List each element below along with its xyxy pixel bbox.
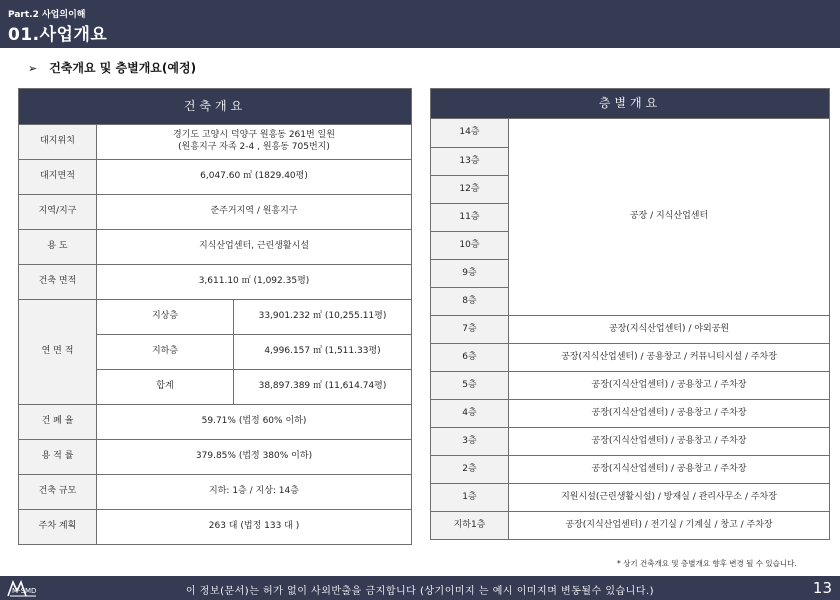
use-value: 지식산업센터, 근린생활시설: [97, 230, 412, 265]
floor-label: 지하1층: [431, 512, 509, 540]
site-line-1: 경기도 고양시 덕양구 원흥동 261번 일원: [173, 130, 335, 141]
floor-label: 6층: [431, 344, 509, 372]
upper-floors-use: 공장 / 지식산업센터: [509, 119, 830, 316]
floor-use: 공장(지식산업센터) / 공용창고 / 주차장: [509, 372, 830, 400]
site-value: [97, 125, 412, 160]
bcr-label: 건 폐 율: [19, 405, 97, 440]
floor-use: 공장(지식산업센터) / 공용창고 / 주차장: [509, 456, 830, 484]
floor-label: 3층: [431, 428, 509, 456]
site-label: 대지위치: [19, 125, 97, 160]
floor-use: 공장(지식산업센터) / 야외공원: [509, 316, 830, 344]
page-footer: [0, 576, 840, 600]
parking-value: 263 대 (법정 133 대 ): [97, 510, 412, 545]
gfa-label: 연 면 적: [19, 300, 97, 405]
parking-label: 주차 계획: [19, 510, 97, 545]
floor-overview-table: [430, 88, 830, 540]
far-value: 379.85% (법정 380% 이하): [97, 440, 412, 475]
scale-label: 건축 규모: [19, 475, 97, 510]
area-value: 6,047.60 ㎡ (1829.40평): [97, 160, 412, 195]
building-area-label: 건축 면적: [19, 265, 97, 300]
page-number: 13: [812, 579, 832, 597]
gfa-row-value: 33,901.232 ㎡ (10,255.11평): [234, 300, 412, 335]
page-header: [0, 0, 840, 48]
floor-label: 14층: [431, 119, 509, 148]
building-area-value: 3,611.10 ㎡ (1,092.35평): [97, 265, 412, 300]
gfa-row-label: 지하층: [97, 335, 234, 370]
change-note: * 상기 건축개요 및 층별개요 향후 변경 될 수 있습니다.: [617, 559, 797, 568]
floor-use: 공장(지식산업센터) / 공용창고 / 커뮤니티시설 / 주차장: [509, 344, 830, 372]
floor-label: 9층: [431, 260, 509, 288]
floor-label: 5층: [431, 372, 509, 400]
floor-label: 10층: [431, 232, 509, 260]
floor-use: 공장(지식산업센터) / 전기실 / 기계실 / 창고 / 주차장: [509, 512, 830, 540]
bcr-value: 59.71% (법정 60% 이하): [97, 405, 412, 440]
logo-text: M-SMD: [12, 587, 37, 595]
floor-use: 지원시설(근린생활시설) / 방재실 / 관리사무소 / 주차장: [509, 484, 830, 512]
gfa-row-label: 지상층: [97, 300, 234, 335]
floor-label: 11층: [431, 204, 509, 232]
arrow-bullet-icon: ➢: [28, 62, 38, 75]
floor-label: 1층: [431, 484, 509, 512]
zone-label: 지역/지구: [19, 195, 97, 230]
use-label: 용 도: [19, 230, 97, 265]
floor-use: 공장(지식산업센터) / 공용창고 / 주차장: [509, 400, 830, 428]
scale-value: 지하: 1층 / 지상: 14층: [97, 475, 412, 510]
floor-use: 공장(지식산업센터) / 공용창고 / 주차장: [509, 428, 830, 456]
floor-label: 2층: [431, 456, 509, 484]
floor-label: 4층: [431, 400, 509, 428]
floor-label: 12층: [431, 176, 509, 204]
part-label: Part.2 사업의이해: [8, 10, 86, 20]
floors-heading: 층별개요: [431, 89, 830, 119]
floor-label: 8층: [431, 288, 509, 316]
site-line-2: (원흥지구 자족 2-4 , 원흥동 705번지): [178, 142, 330, 152]
far-label: 용 적 률: [19, 440, 97, 475]
section-heading: [28, 59, 196, 76]
gfa-row-value: 4,996.157 ㎡ (1,511.33평): [234, 335, 412, 370]
floor-label: 7층: [431, 316, 509, 344]
building-overview-table: [18, 88, 412, 545]
zone-value: 준주거지역 / 원흥지구: [97, 195, 412, 230]
section-title-text: 건축개요 및 층별개요(예정): [49, 61, 197, 75]
area-label: 대지면적: [19, 160, 97, 195]
footer-disclaimer: 이 정보(문서)는 허가 없이 사외반출을 금지합니다 (상기이미지 는 예시 이미지며 변동될수 있습니다.): [185, 586, 655, 597]
gfa-row-value: 38,897.389 ㎡ (11,614.74평): [234, 370, 412, 405]
gfa-row-label: 합계: [97, 370, 234, 405]
floor-label: 13층: [431, 148, 509, 176]
page-title: 01.사업개요: [8, 25, 108, 45]
overview-heading: 건축개요: [19, 89, 412, 125]
